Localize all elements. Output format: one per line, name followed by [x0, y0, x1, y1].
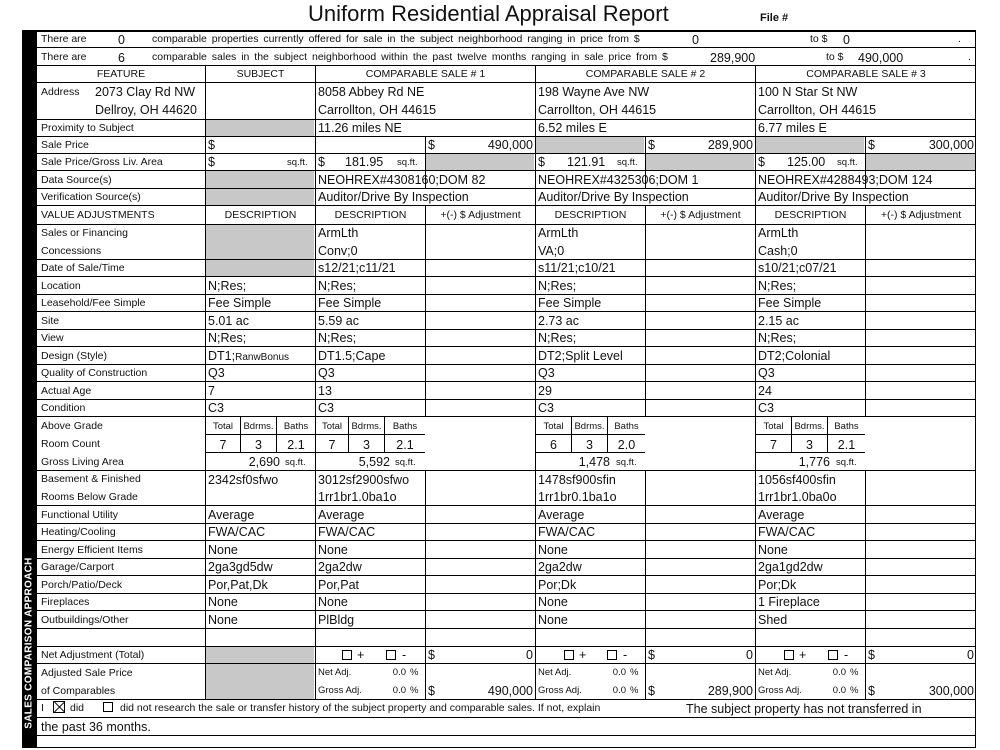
above-grade-label: Above Grade — [41, 420, 103, 432]
comp1-design: DT1.5;Cape — [318, 349, 386, 363]
verification-label: Verification Source(s) — [41, 191, 141, 203]
comp2-total: 6 — [550, 438, 557, 452]
subject-proximity-gray — [206, 119, 314, 136]
ppsf-label: Sale Price/Gross Liv. Area — [41, 156, 163, 168]
comp1-gla: 5,592 — [358, 455, 390, 469]
report-title: Uniform Residential Appraisal Report — [308, 1, 669, 26]
comp1-quality: Q3 — [318, 366, 335, 380]
gla-label: Gross Living Area — [41, 456, 124, 468]
comp3-description-header: DESCRIPTION — [774, 209, 847, 221]
comp3-heating: FWA/CAC — [758, 525, 816, 539]
proximity-label: Proximity to Subject — [41, 122, 134, 134]
comp2-design: DT2;Split Level — [538, 349, 623, 363]
adjusted-price-label: Adjusted Sale Price — [41, 667, 133, 679]
comp1-minus-checkbox[interactable] — [386, 650, 396, 660]
comp3-energy: None — [758, 543, 788, 557]
subject-total-header: Total — [212, 421, 234, 432]
subject-heating: FWA/CAC — [208, 525, 266, 539]
feature-header: FEATURE — [96, 68, 146, 80]
comp2-concessions: VA;0 — [538, 244, 565, 258]
comp3-gross-pct-sign: % — [850, 685, 859, 696]
net-adjustment-label: Net Adjustment (Total) — [41, 649, 145, 661]
comp2-ppsf: 121.91 — [567, 155, 606, 169]
report-header — [0, 0, 1000, 28]
concessions-label: Concessions — [41, 245, 102, 257]
comp1-net-dollar: $ — [428, 648, 435, 662]
comp3-net-dollar: $ — [868, 648, 875, 662]
subject-fireplaces: None — [208, 595, 238, 609]
comp1-energy: None — [318, 543, 348, 557]
offered-to-label: to $ — [810, 33, 828, 45]
sales-from: 289,900 — [710, 51, 756, 65]
comp2-condition: C3 — [538, 401, 554, 415]
comp3-financing: ArmLth — [758, 226, 799, 240]
comp2-adjustment-header: +(-) $ Adjustment — [660, 209, 741, 221]
comp1-total-header: Total — [321, 421, 343, 432]
comp1-plus-label: + — [357, 648, 365, 662]
comp1-sale-price-dollar: $ — [428, 138, 435, 152]
comp1-ppsf: 181.95 — [345, 155, 384, 169]
comp1-porch: Por,Pat — [318, 578, 359, 592]
comp2-gla-unit: sq.ft. — [616, 457, 637, 468]
comp2-ppsf-unit: sq.ft. — [617, 157, 638, 168]
comp3-header: COMPARABLE SALE # 3 — [806, 68, 926, 80]
file-number-label: File # — [760, 12, 789, 24]
sales-dot: . — [968, 51, 971, 63]
comp1-net-adj-label: Net Adj. — [318, 667, 352, 678]
comp2-baths-header: Baths — [614, 421, 639, 432]
subject-address-2: Dellroy, OH 44620 — [95, 103, 197, 117]
comp3-plus-checkbox[interactable] — [784, 650, 794, 660]
quality-label: Quality of Construction — [41, 367, 148, 379]
comp3-gla-unit: sq.ft. — [836, 457, 857, 468]
comp2-gla: 1,478 — [578, 455, 610, 469]
comp2-plus-label: + — [579, 648, 587, 662]
comp2-basement-2: 1rr1br0.1ba1o — [538, 490, 617, 504]
comp2-proximity: 6.52 miles E — [538, 121, 607, 135]
comp2-address-1: 198 Wayne Ave NW — [538, 85, 650, 99]
comp2-outbuildings: None — [538, 613, 568, 627]
comp3-ppsf-dollar: $ — [758, 155, 765, 169]
subject-garage: 2ga3gd5dw — [208, 560, 273, 574]
research-explanation-1: The subject property has not transferred in — [686, 702, 922, 716]
comp2-description-header: DESCRIPTION — [554, 209, 627, 221]
comp3-adjustment-header: +(-) $ Adjustment — [880, 209, 962, 221]
comp3-net-adj-label: Net Adj. — [758, 667, 792, 678]
comp3-baths: 2.1 — [837, 438, 856, 452]
subject-functional: Average — [208, 508, 255, 522]
comp3-outbuildings: Shed — [758, 613, 788, 627]
sales-financing-label: Sales or Financing — [41, 227, 128, 239]
comp2-basement-1: 1478sf900sfin — [538, 473, 616, 487]
comp3-functional: Average — [758, 508, 805, 522]
sales-line-prefix: There are — [41, 51, 87, 63]
comp2-site: 2.73 ac — [538, 314, 580, 328]
comp1-view: N;Res; — [318, 331, 357, 345]
comp1-baths: 2.1 — [396, 438, 414, 452]
comp1-site: 5.59 ac — [318, 314, 360, 328]
sales-line-text: comparable sales in the subject neighborhood within the past twelve months ranging in sale price from $ — [152, 51, 668, 63]
comp1-heating: FWA/CAC — [318, 525, 376, 539]
comp1-proximity: 11.26 miles NE — [318, 121, 402, 135]
comp3-date: s10/21;c07/21 — [758, 261, 837, 275]
subject-total: 7 — [219, 438, 227, 452]
subject-porch: Por,Pat,Dk — [208, 578, 268, 592]
comp1-adjusted-dollar: $ — [428, 684, 435, 698]
subject-energy: None — [208, 543, 238, 557]
subject-view: N;Res; — [208, 331, 247, 345]
comp2-sale-price: 289,900 — [707, 138, 753, 152]
actual-age-label: Actual Age — [41, 385, 92, 397]
did-label: did — [70, 702, 85, 714]
of-comparables-label: of Comparables — [41, 685, 116, 697]
comp1-date: s12/21;c11/21 — [318, 261, 396, 275]
comp1-garage: 2ga2dw — [318, 560, 362, 574]
comp1-ppsf-gray — [426, 153, 534, 170]
comp1-age: 13 — [318, 384, 332, 398]
comp3-basement-1: 1056sf400sfin — [758, 473, 836, 487]
comp1-verification: Auditor/Drive By Inspection — [318, 190, 469, 204]
garage-label: Garage/Carport — [41, 561, 114, 573]
comp2-ppsf-dollar: $ — [538, 155, 545, 169]
address-label: Address — [41, 86, 80, 98]
comp1-gross-pct-sign: % — [410, 685, 419, 696]
subject-financing-gray — [206, 224, 314, 259]
comp2-plus-checkbox[interactable] — [564, 650, 574, 660]
energy-label: Energy Efficient Items — [41, 544, 143, 556]
comp1-header: COMPARABLE SALE # 1 — [365, 68, 486, 80]
comp3-total: 7 — [770, 438, 777, 452]
comp1-bdrms-header: Bdrms. — [351, 421, 382, 432]
comp3-net-pct: 0.0 — [832, 667, 846, 678]
outbuildings-label: Outbuildings/Other — [41, 614, 129, 626]
subject-ppsf-dollar: $ — [208, 155, 215, 169]
room-count-label: Room Count — [41, 438, 100, 450]
comp1-minus-label: - — [402, 648, 407, 662]
comp2-quality: Q3 — [538, 366, 555, 380]
comp1-basement-1: 3012sf2900sfwo — [318, 473, 410, 487]
comp1-adjusted: 490,000 — [487, 684, 533, 698]
date-of-sale-label: Date of Sale/Time — [41, 262, 125, 274]
comp3-sale-price: 300,000 — [928, 138, 974, 152]
comp3-address-1: 100 N Star St NW — [758, 85, 858, 99]
subject-quality: Q3 — [208, 366, 225, 380]
comp3-design: DT2;Colonial — [758, 349, 831, 363]
comp1-description-header: DESCRIPTION — [334, 209, 407, 221]
section-sidebar — [22, 30, 36, 748]
comp3-minus-label: - — [844, 648, 849, 662]
comp3-bdrms-header: Bdrms. — [794, 421, 825, 432]
comp1-address-2: Carrollton, OH 44615 — [318, 103, 437, 117]
offered-line-prefix: There are — [41, 33, 87, 45]
comp2-net-dollar: $ — [648, 648, 655, 662]
comp1-outbuildings: PlBldg — [318, 613, 355, 627]
comp1-total: 7 — [328, 438, 336, 452]
comp2-gross-pct-sign: % — [630, 685, 639, 696]
subject-outbuildings: None — [208, 613, 238, 627]
comp2-adjusted-dollar: $ — [648, 684, 655, 698]
comp1-gross-adj-label: Gross Adj. — [318, 685, 362, 696]
porch-label: Porch/Patio/Deck — [41, 579, 123, 591]
data-sources-label: Data Source(s) — [41, 174, 112, 186]
comp3-plus-label: + — [799, 648, 807, 662]
subject-site: 5.01 ac — [208, 314, 250, 328]
fireplaces-label: Fireplaces — [41, 596, 90, 608]
comp3-ppsf: 125.00 — [787, 155, 826, 169]
comp1-net-pct-sign: % — [410, 667, 419, 678]
comp2-ppsf-gray — [646, 153, 754, 170]
comp2-net-pct-sign: % — [630, 667, 639, 678]
research-text: did not research the sale or transfer history of the subject property and comparable sales. If not, explain — [120, 702, 601, 714]
comp3-ppsf-gray — [866, 153, 975, 170]
comp2-fireplaces: None — [538, 595, 568, 609]
subject-net-adj-gray — [206, 646, 314, 663]
comp2-porch: Por;Dk — [538, 578, 577, 592]
comp2-bdrms-header: Bdrms. — [574, 421, 605, 432]
subject-adjusted-gray — [206, 663, 314, 699]
comp2-minus-label: - — [623, 648, 628, 662]
comp2-garage: 2ga2dw — [538, 560, 582, 574]
research-prefix: I — [41, 702, 44, 714]
comp1-functional: Average — [318, 508, 365, 522]
condition-label: Condition — [41, 402, 86, 414]
comp3-fireplaces: 1 Fireplace — [758, 595, 820, 609]
subject-bdrms-header: Bdrms. — [243, 421, 274, 432]
comp3-age: 24 — [758, 384, 772, 398]
subject-location: N;Res; — [208, 279, 247, 293]
did-not-checkbox[interactable] — [103, 702, 113, 712]
subject-gla: 2,690 — [248, 455, 280, 469]
subject-bdrms: 3 — [255, 438, 262, 452]
subject-basement: 2342sf0sfwo — [208, 473, 279, 487]
comp3-concessions: Cash;0 — [758, 244, 798, 258]
comp1-net-adj: 0 — [526, 648, 533, 662]
comp1-plus-checkbox[interactable] — [342, 650, 352, 660]
leasehold-label: Leasehold/Fee Simple — [41, 297, 146, 309]
comp1-bdrms: 3 — [363, 438, 370, 452]
subject-date-gray — [206, 259, 314, 276]
comp1-leasehold: Fee Simple — [318, 296, 382, 310]
comp1-net-pct: 0.0 — [392, 667, 406, 678]
offered-to: 0 — [843, 33, 850, 47]
comp1-ppsf-unit: sq.ft. — [397, 157, 418, 168]
sidebar-label: SALES COMPARISON APPROACH — [23, 557, 35, 729]
comp1-fireplaces: None — [318, 595, 348, 609]
comp1-basement-2: 1rr1br1.0ba1o — [318, 490, 397, 504]
comp1-sale-price: 490,000 — [487, 138, 533, 152]
comp3-adjusted: 300,000 — [928, 684, 974, 698]
comp3-data-source: NEOHREX#4288493;DOM 124 — [758, 173, 933, 187]
comp2-leasehold: Fee Simple — [538, 296, 602, 310]
comp3-minus-checkbox[interactable] — [828, 650, 838, 660]
research-explanation-2: the past 36 months. — [41, 720, 151, 734]
comp1-address-1: 8058 Abbey Rd NE — [318, 85, 425, 99]
comp1-location: N;Res; — [318, 279, 357, 293]
sale-price-label: Sale Price — [41, 139, 89, 151]
comp1-adjustment-header: +(-) $ Adjustment — [440, 209, 521, 221]
comp2-net-pct: 0.0 — [612, 667, 626, 678]
offered-count: 0 — [118, 33, 125, 47]
subject-baths-header: Baths — [283, 421, 309, 432]
sales-to-label: to $ — [826, 51, 844, 63]
comp2-view: N;Res; — [538, 331, 577, 345]
offered-line-text: comparable properties currently offered for sale in the subject neighborhood ranging in price from $ — [152, 33, 640, 45]
comp2-minus-checkbox[interactable] — [607, 650, 617, 660]
comp3-total-header: Total — [763, 421, 784, 432]
functional-label: Functional Utility — [41, 509, 119, 521]
comp1-gla-unit: sq.ft. — [395, 457, 416, 468]
comp2-net-adj-label: Net Adj. — [538, 667, 572, 678]
comp3-net-adj: 0 — [967, 648, 974, 662]
comp2-adjusted: 289,900 — [707, 684, 753, 698]
comp3-bdrms: 3 — [806, 438, 813, 452]
comp1-ppsf-dollar: $ — [318, 155, 325, 169]
did-checkbox[interactable] — [53, 701, 65, 713]
subject-leasehold: Fee Simple — [208, 296, 272, 310]
comp1-gross-pct: 0.0 — [392, 685, 406, 696]
comp2-heating: FWA/CAC — [538, 525, 596, 539]
subject-design — [208, 349, 289, 363]
offered-dot: . — [958, 33, 961, 45]
site-label: Site — [41, 315, 60, 327]
comp3-condition: C3 — [758, 401, 774, 415]
subject-address-1: 2073 Clay Rd NW — [95, 85, 196, 99]
sales-to: 490,000 — [858, 51, 904, 65]
comp3-verification: Auditor/Drive By Inspection — [758, 190, 909, 204]
comp3-proximity: 6.77 miles E — [758, 121, 827, 135]
comp3-view: N;Res; — [758, 331, 797, 345]
comp2-sale-price-gray — [536, 136, 644, 153]
comp3-leasehold: Fee Simple — [758, 296, 822, 310]
comp3-sale-price-dollar: $ — [868, 138, 875, 152]
comp2-baths: 2.0 — [617, 438, 636, 452]
comp2-bdrms: 3 — [586, 438, 593, 452]
comp2-net-adj: 0 — [746, 648, 753, 662]
value-adjustments-header: VALUE ADJUSTMENTS — [41, 209, 155, 221]
subject-baths: 2.1 — [287, 438, 305, 452]
comp3-garage: 2ga1gd2dw — [758, 560, 823, 574]
comp2-sale-price-dollar: $ — [648, 138, 655, 152]
subject-design-main: DT1; — [208, 349, 236, 363]
comp2-gross-adj-label: Gross Adj. — [538, 685, 582, 696]
comp3-location: N;Res; — [758, 279, 797, 293]
comp2-energy: None — [538, 543, 568, 557]
subject-age: 7 — [208, 384, 215, 398]
subject-description-header: DESCRIPTION — [224, 209, 297, 221]
comp3-baths-header: Baths — [834, 421, 859, 432]
comp3-quality: Q3 — [758, 366, 775, 380]
comp2-data-source: NEOHREX#4325306;DOM 1 — [538, 173, 699, 187]
subject-condition: C3 — [208, 401, 224, 415]
heating-label: Heating/Cooling — [41, 526, 116, 538]
comp3-ppsf-unit: sq.ft. — [837, 157, 858, 168]
comp1-financing: ArmLth — [318, 226, 359, 240]
comp3-porch: Por;Dk — [758, 578, 797, 592]
subject-header: SUBJECT — [236, 68, 285, 80]
rooms-below-label: Rooms Below Grade — [41, 491, 138, 503]
comp3-net-pct-sign: % — [850, 667, 859, 678]
subject-sale-price-dollar: $ — [208, 138, 215, 152]
comp2-gross-pct: 0.0 — [612, 685, 626, 696]
comp3-gross-pct: 0.0 — [832, 685, 846, 696]
comp3-gla: 1,776 — [798, 455, 830, 469]
comp3-adjusted-dollar: $ — [868, 684, 875, 698]
location-label: Location — [41, 280, 81, 292]
comp1-baths-header: Baths — [392, 421, 418, 432]
comp2-date: s11/21;c10/21 — [538, 261, 616, 275]
view-label: View — [41, 332, 64, 344]
comp3-sale-price-gray — [756, 136, 864, 153]
offered-from: 0 — [692, 33, 699, 47]
comp1-concessions: Conv;0 — [318, 244, 358, 258]
sales-count: 6 — [118, 51, 125, 65]
comp2-age: 29 — [538, 384, 552, 398]
design-label: Design (Style) — [41, 350, 107, 362]
comp3-address-2: Carrollton, OH 44615 — [758, 103, 877, 117]
comp3-gross-adj-label: Gross Adj. — [758, 685, 802, 696]
comp2-total-header: Total — [543, 421, 564, 432]
subject-design-extra: RanwBonus — [235, 352, 290, 363]
comp3-basement-2: 1rr1br1.0ba0o — [758, 490, 837, 504]
comp3-site: 2.15 ac — [758, 314, 800, 328]
comp1-condition: C3 — [318, 401, 334, 415]
subject-gla-unit: sq.ft. — [285, 457, 306, 468]
comp1-data-source: NEOHREX#4308160;DOM 82 — [318, 173, 486, 187]
comp2-financing: ArmLth — [538, 226, 579, 240]
comp2-location: N;Res; — [538, 279, 577, 293]
subject-ppsf-unit: sq.ft. — [287, 157, 308, 168]
comp2-address-2: Carrollton, OH 44615 — [538, 103, 657, 117]
comp2-functional: Average — [538, 508, 585, 522]
comp2-verification: Auditor/Drive By Inspection — [538, 190, 689, 204]
comp2-header: COMPARABLE SALE # 2 — [585, 68, 706, 80]
basement-label: Basement & Finished — [41, 473, 141, 485]
